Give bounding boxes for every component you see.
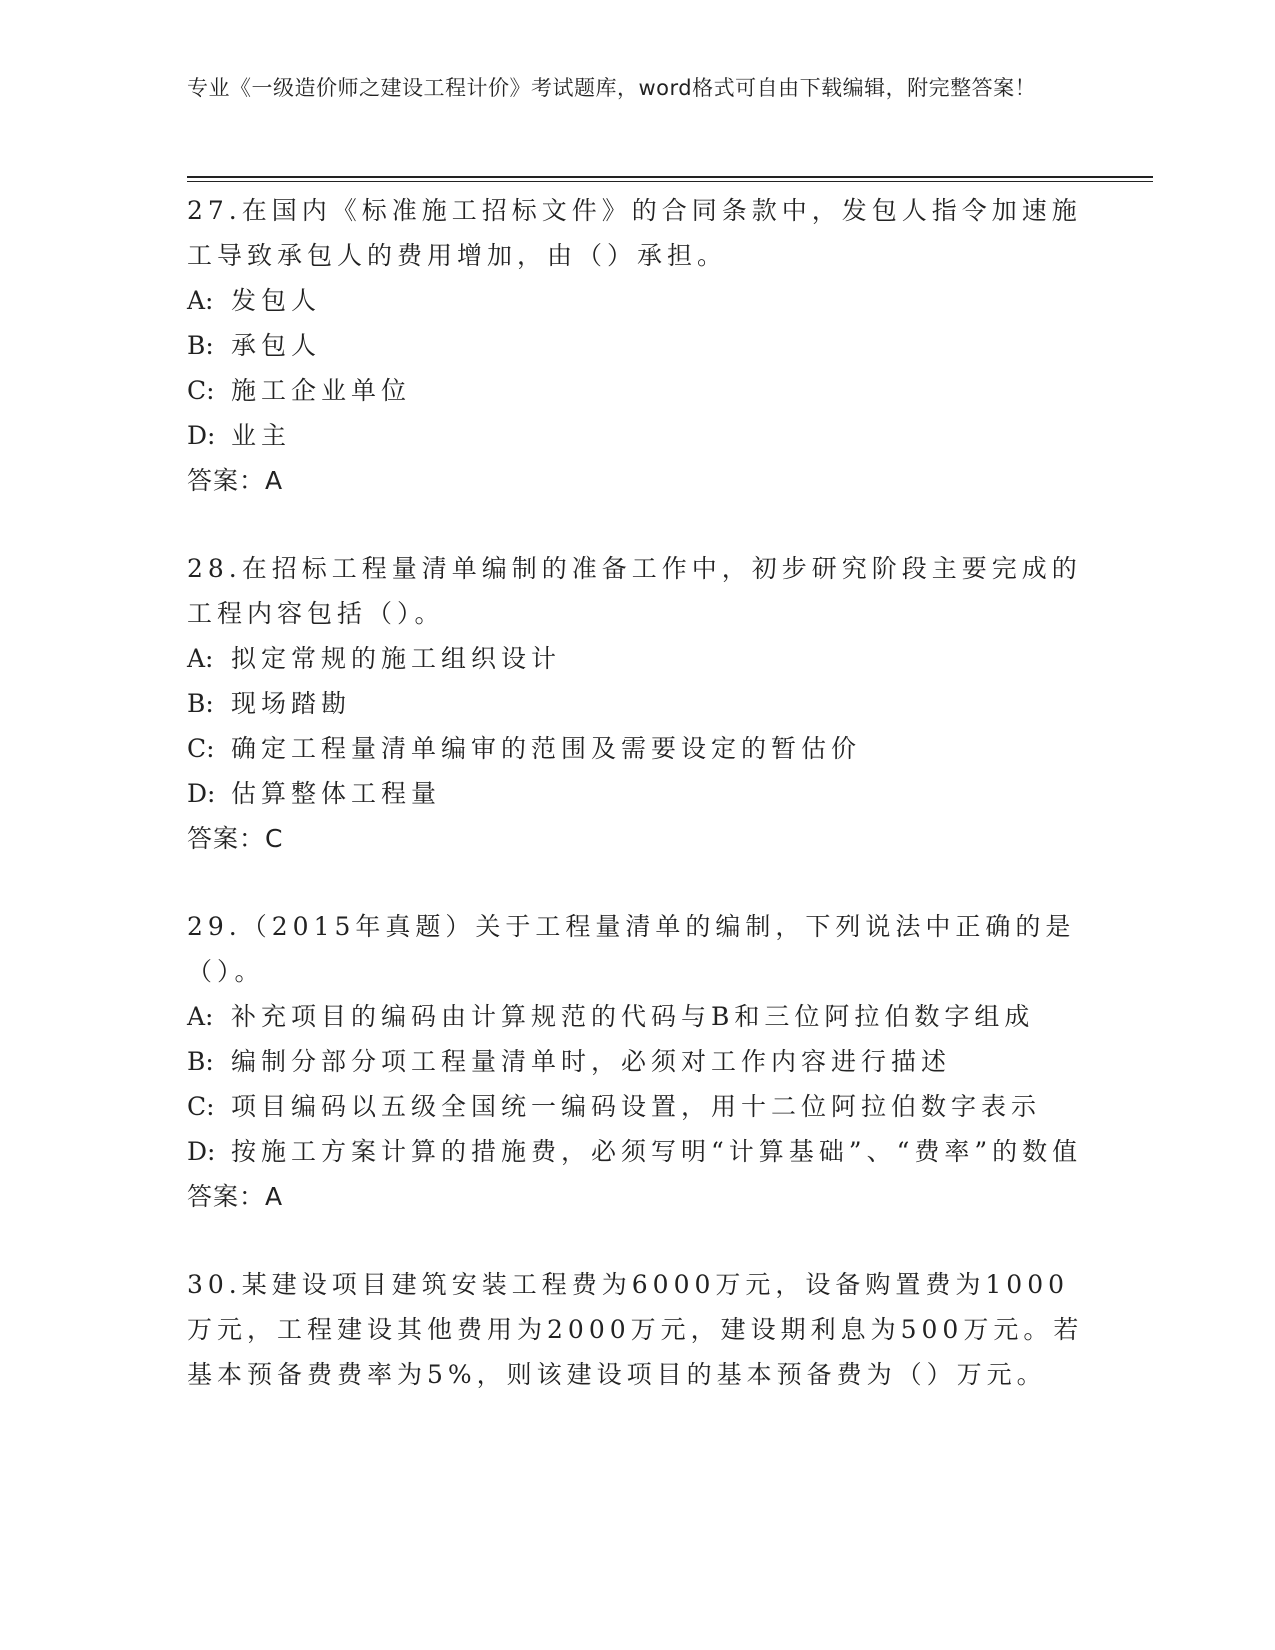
option-b <box>187 681 1087 726</box>
option-list <box>187 278 1087 458</box>
option-letter: B: <box>187 331 214 360</box>
option-text: 编制分部分项工程量清单时，必须对工作内容进行描述 <box>231 1047 952 1076</box>
header-divider-thin <box>187 181 1153 182</box>
question-27 <box>187 188 1087 503</box>
option-a <box>187 636 1087 681</box>
question-text: 30.某建设项目建筑安装工程费为6000万元，设备购置费为1000万元，工程建设其他费用为2000万元，建设期利息为500万元。若基本预备费费率为5%，则该建设项目的基本预备费为（）万元。 <box>187 1270 1084 1389</box>
option-letter: A: <box>187 1002 214 1031</box>
option-b <box>187 1039 1087 1084</box>
option-letter: A: <box>187 286 214 315</box>
question-29 <box>187 904 1087 1219</box>
question-28 <box>187 546 1087 861</box>
option-text: 估算整体工程量 <box>231 779 442 808</box>
option-text: 施工企业单位 <box>231 376 412 405</box>
option-a <box>187 994 1087 1039</box>
option-c <box>187 726 1087 771</box>
option-letter: D: <box>187 779 216 808</box>
option-letter: D: <box>187 421 216 450</box>
option-text: 确定工程量清单编审的范围及需要设定的暂估价 <box>231 734 862 763</box>
header-divider-thick <box>187 176 1153 178</box>
question-30 <box>187 1262 1087 1397</box>
option-letter: A: <box>187 644 214 673</box>
document-header: 专业《一级造价师之建设工程计价》考试题库，word格式可自由下载编辑，附完整答案！ <box>187 76 1037 100</box>
option-text: 承包人 <box>231 331 322 360</box>
option-letter: D: <box>187 1137 216 1166</box>
option-text: 发包人 <box>231 286 322 315</box>
answer-line: 答案：A <box>187 466 284 495</box>
question-spacer <box>187 861 1087 904</box>
option-letter: C: <box>187 1092 215 1121</box>
option-letter: C: <box>187 376 215 405</box>
question-list <box>187 188 1087 1397</box>
option-list <box>187 994 1087 1174</box>
option-text: 项目编码以五级全国统一编码设置，用十二位阿拉伯数字表示 <box>231 1092 1042 1121</box>
question-text: 29.（2015年真题）关于工程量清单的编制，下列说法中正确的是（）。 <box>187 912 1076 986</box>
option-c <box>187 368 1087 413</box>
option-text: 现场踏勘 <box>231 689 352 718</box>
option-c <box>187 1084 1087 1129</box>
option-letter: C: <box>187 734 215 763</box>
question-text: 28.在招标工程量清单编制的准备工作中，初步研究阶段主要完成的工程内容包括（）。 <box>187 554 1082 628</box>
option-text: 业主 <box>231 421 292 450</box>
option-letter: B: <box>187 1047 214 1076</box>
question-text: 27.在国内《标准施工招标文件》的合同条款中，发包人指令加速施工导致承包人的费用增加，由（）承担。 <box>187 196 1082 270</box>
option-d <box>187 413 1087 458</box>
answer-line: 答案：C <box>187 824 284 853</box>
option-text: 按施工方案计算的措施费，必须写明“计算基础”、“费率”的数值 <box>231 1137 1083 1166</box>
option-a <box>187 278 1087 323</box>
option-list <box>187 636 1087 816</box>
option-text: 补充项目的编码由计算规范的代码与B和三位阿拉伯数字组成 <box>231 1002 1035 1031</box>
option-letter: B: <box>187 689 214 718</box>
question-spacer <box>187 1219 1087 1262</box>
option-b <box>187 323 1087 368</box>
answer-line: 答案：A <box>187 1182 284 1211</box>
option-d <box>187 771 1087 816</box>
question-spacer <box>187 503 1087 546</box>
option-d <box>187 1129 1087 1174</box>
option-text: 拟定常规的施工组织设计 <box>231 644 562 673</box>
